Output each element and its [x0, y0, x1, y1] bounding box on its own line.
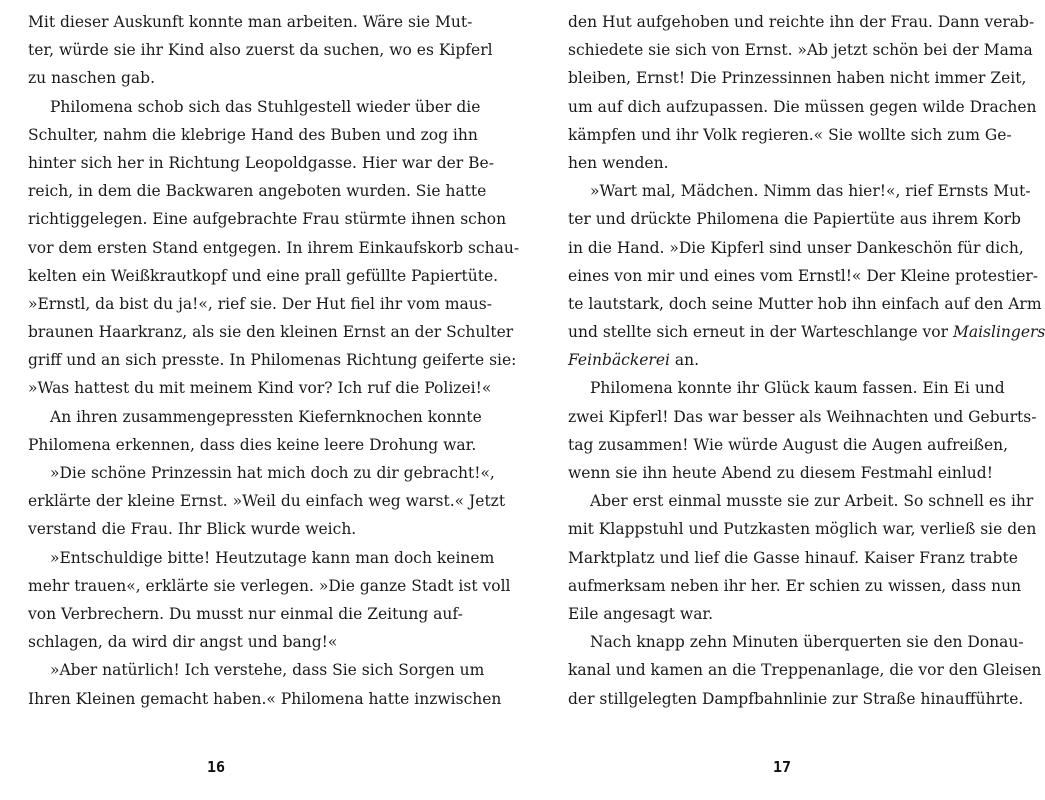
text-line-content: Nach knapp zehn Minuten überquerten sie den Donau- — [590, 633, 1024, 652]
text-line-content: um auf dich aufzupassen. Die müssen gegen wilde Drachen — [568, 97, 1037, 116]
text-line — [28, 93, 481, 121]
text-line — [28, 262, 499, 290]
text-line-content: Schulter, nahm die klebrige Hand des Buben und zog ihn — [28, 125, 478, 144]
text-line-content: Philomena konnte ihr Glück kaum fassen. Ein Ei und — [590, 379, 1005, 398]
text-line-content: Aber erst einmal musste sie zur Arbeit. So schnell es ihr — [590, 492, 1034, 511]
text-line-content: Marktplatz und lief die Gasse hinauf. Kaiser Franz trabte — [568, 548, 1018, 567]
text-line-content: ter und drückte Philomena die Papiertüte aus ihrem Korb — [568, 210, 1021, 229]
text-line-content: hinter sich her in Richtung Leopoldgasse. Hier war der Be- — [28, 153, 494, 172]
text-line-content: »Entschuldige bitte! Heutzutage kann man doch keinem — [50, 548, 495, 567]
text-line — [568, 149, 1000, 177]
text-line-content: »Aber natürlich! Ich verstehe, dass Sie sich Sorgen um — [50, 661, 485, 680]
text-line-content: von Verbrechern. Du musst nur einmal die Zeitung auf- — [28, 604, 463, 623]
text-line — [28, 64, 460, 92]
text-line — [28, 403, 482, 431]
page-number-left: 16 — [206, 758, 226, 776]
text-line — [28, 572, 511, 600]
text-line — [568, 600, 1000, 628]
text-line — [568, 36, 1033, 64]
text-line — [568, 318, 1045, 346]
text-line — [568, 177, 1031, 205]
text-line-content: griff und an sich presste. In Philomenas Richtung geiferte sie: — [28, 351, 517, 370]
text-line — [568, 656, 1042, 684]
text-line — [568, 487, 1034, 515]
text-line — [28, 346, 517, 374]
text-line-content: ter, würde sie ihr Kind also zuerst da suchen, wo es Kipferl — [28, 41, 493, 60]
text-line — [28, 431, 477, 459]
text-line — [568, 262, 1039, 290]
text-line — [568, 374, 1005, 402]
text-line-tail: an. — [669, 351, 700, 370]
text-line-content: in die Hand. »Die Kipferl sind unser Dankeschön für dich, — [568, 238, 1024, 257]
text-line — [568, 64, 1027, 92]
text-line-content: mehr trauen«, erklärte sie verlegen. »Die ganze Stadt ist voll — [28, 576, 511, 595]
text-line-content: Eile angesagt war. — [568, 604, 714, 623]
text-line — [28, 8, 473, 36]
text-line — [568, 403, 1037, 431]
italic-title: Maislingers — [952, 323, 1045, 342]
text-line — [28, 374, 492, 402]
text-line — [568, 205, 1021, 233]
text-line — [28, 544, 495, 572]
text-line-content: wenn sie ihn heute Abend zu diesem Festmahl einlud! — [568, 464, 993, 482]
text-line-content: »Was hattest du mit meinem Kind vor? Ich ruf die Polizei!« — [28, 379, 492, 398]
text-line-content: tag zusammen! Wie würde August die Augen aufreißen, — [568, 435, 1009, 454]
text-line-content: hen wenden. — [568, 153, 669, 172]
text-line — [28, 459, 495, 487]
text-line — [28, 149, 494, 177]
text-line — [568, 346, 1000, 374]
text-line — [568, 121, 1012, 149]
text-line-content: Philomena erkennen, dass dies keine leere Drohung war. — [28, 435, 477, 454]
text-line — [28, 36, 493, 64]
text-line — [568, 544, 1018, 572]
text-line — [568, 572, 1022, 600]
text-line — [28, 234, 520, 262]
text-line — [28, 487, 506, 515]
text-line-content: zu naschen gab. — [28, 69, 156, 88]
text-line — [28, 515, 460, 543]
text-line-content: den Hut aufgehoben und reichte ihn der Frau. Dann verab- — [568, 13, 1035, 31]
text-line — [568, 685, 1024, 713]
right-page — [568, 8, 1045, 713]
text-line — [568, 8, 1035, 36]
text-line — [568, 515, 1037, 543]
text-line — [28, 177, 487, 205]
text-line-content: »Ernstl, da bist du ja!«, rief sie. Der Hut fiel ihr vom maus- — [28, 294, 492, 313]
text-line-content: te lautstark, doch seine Mutter hob ihn einfach auf den Arm — [568, 294, 1042, 313]
left-page — [28, 8, 520, 713]
text-line — [28, 656, 485, 684]
text-line — [568, 431, 1009, 459]
text-line — [28, 628, 460, 656]
text-line — [28, 121, 478, 149]
text-line — [28, 318, 514, 346]
text-line-content: richtiggelegen. Eine aufgebrachte Frau stürmte ihnen schon — [28, 210, 507, 229]
text-line — [568, 234, 1024, 262]
text-line-content: der stillgelegten Dampfbahnlinie zur Straße hinaufführte. — [568, 689, 1024, 708]
text-line-content: braunen Haarkranz, als sie den kleinen Ernst an der Schulter — [28, 323, 514, 342]
text-line-content: schlagen, da wird dir angst und bang!« — [28, 633, 338, 652]
text-line-content: kelten ein Weißkrautkopf und eine prall gefüllte Papiertüte. — [28, 266, 499, 285]
text-line-content: kämpfen und ihr Volk regieren.« Sie wollte sich zum Ge- — [568, 125, 1012, 144]
text-line-content: An ihren zusammengepressten Kiefernknochen konnte — [50, 407, 482, 426]
italic-title: Feinbäckerei — [568, 351, 670, 370]
text-line-content: mit Klappstuhl und Putzkasten möglich war, verließ sie den — [568, 520, 1037, 539]
text-line-content: schiedete sie sich von Ernst. »Ab jetzt schön bei der Mama — [568, 41, 1033, 60]
text-line-content: verstand die Frau. Ihr Blick wurde weich. — [28, 520, 357, 539]
text-line-content: kanal und kamen an die Treppenanlage, die vor den Gleisen — [568, 661, 1042, 680]
text-line-content: Mit dieser Auskunft konnte man arbeiten. Wäre sie Mut- — [28, 13, 473, 31]
text-line-content: bleiben, Ernst! Die Prinzessinnen haben nicht immer Zeit, — [568, 69, 1027, 88]
right-page-text — [568, 8, 1045, 713]
text-line — [568, 290, 1042, 318]
left-page-text — [28, 8, 520, 713]
text-line-content: reich, in dem die Backwaren angeboten wurden. Sie hatte — [28, 182, 487, 201]
text-line-content: vor dem ersten Stand entgegen. In ihrem Einkaufskorb schau- — [28, 238, 520, 257]
text-line — [568, 93, 1037, 121]
text-line-content: »Die schöne Prinzessin hat mich doch zu dir gebracht!«, — [50, 464, 495, 482]
text-line-content: aufmerksam neben ihr her. Er schien zu wissen, dass nun — [568, 576, 1022, 595]
text-line — [28, 685, 502, 713]
text-line-content: eines von mir und eines vom Ernstl!« Der Kleine protestier- — [568, 266, 1039, 285]
text-line-content: Philomena schob sich das Stuhlgestell wieder über die — [50, 97, 481, 116]
text-line — [28, 205, 507, 233]
text-line — [28, 290, 492, 318]
text-line-content: »Wart mal, Mädchen. Nimm das hier!«, rief Ernsts Mut- — [590, 182, 1031, 201]
text-line — [568, 459, 1000, 487]
text-line-content: zwei Kipferl! Das war besser als Weihnachten und Geburts- — [568, 407, 1037, 426]
text-line-content: Ihren Kleinen gemacht haben.« Philomena hatte inzwischen — [28, 689, 502, 708]
text-line — [28, 600, 463, 628]
page-number-right: 17 — [772, 758, 792, 776]
text-line — [568, 628, 1024, 656]
text-line-content: und stellte sich erneut in der Warteschlange vor — [568, 323, 949, 342]
text-line-content: erklärte der kleine Ernst. »Weil du einfach weg warst.« Jetzt — [28, 492, 506, 511]
